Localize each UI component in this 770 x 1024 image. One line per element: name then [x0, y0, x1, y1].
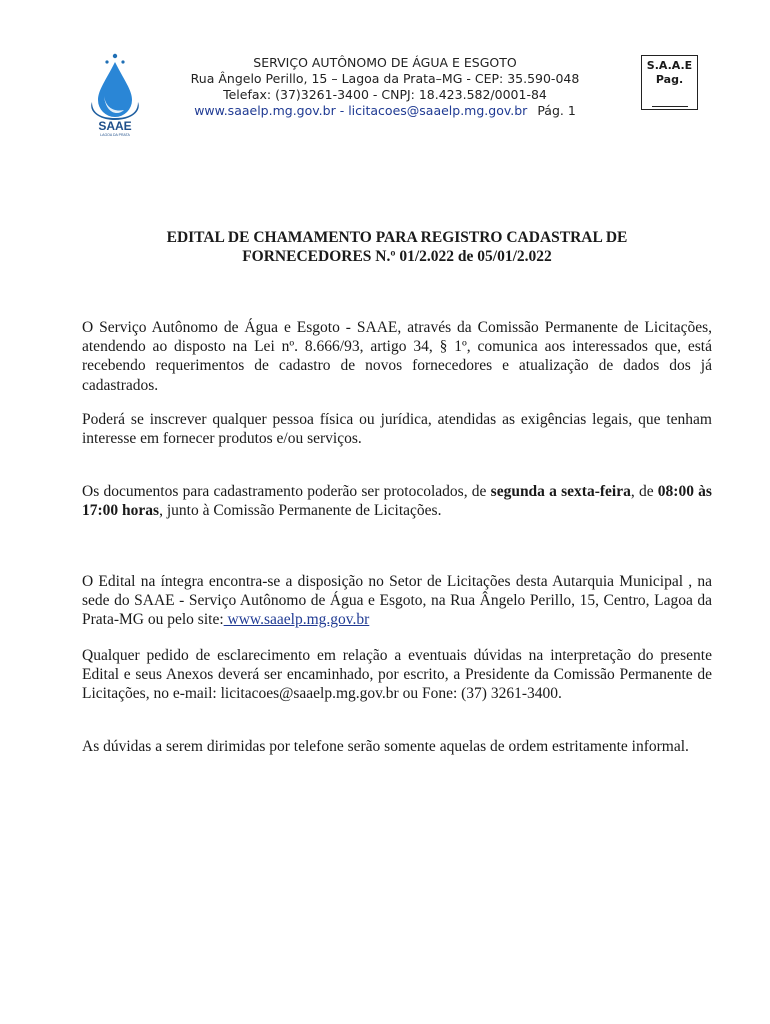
title-line2: FORNECEDORES N.º 01/2.022 de 05/01/2.022 [242, 248, 552, 265]
paragraph-schedule [82, 482, 712, 520]
website-link[interactable]: www.saaelp.mg.gov.br [194, 103, 336, 118]
schedule-hours: 08:00 às 17:00 horas [82, 483, 712, 520]
paragraph-eligibility: Poderá se inscrever qualquer pessoa física ou jurídica, atendidas as exigências legais, que tenham interesse em fornecer produtos e/ou serviços. [82, 411, 712, 448]
schedule-text-a: Os documentos para cadastramento poderão ser protocolados, de [82, 483, 491, 500]
availability-text: O Edital na íntegra encontra-se a disposição no Setor de Licitações desta Autarquia Municipal , na sede do SAAE - Serviço Autônomo de Água e Esgoto, na Rua Ângelo Perillo, 15, Centro, Lagoa da Prata-MG ou pelo site: [82, 573, 712, 629]
org-address: Rua Ângelo Perillo, 15 – Lagoa da Prata–MG - CEP: 35.590-048 [190, 71, 580, 86]
paragraph-availability [82, 572, 712, 630]
logo-text: SAAE [98, 119, 132, 133]
document-title [82, 228, 712, 266]
schedule-days: segunda a sexta-feira [490, 483, 631, 500]
water-drop-icon [84, 50, 148, 136]
email-link[interactable]: licitacoes@saaelp.mg.gov.br [348, 103, 528, 118]
logo-subtext: LAGOA DA PRATA [100, 133, 130, 136]
page-number: Pág. 1 [537, 103, 576, 118]
stamp-line2: Pag. [655, 73, 684, 86]
schedule-text-c: , de [630, 483, 658, 500]
schedule-text-e: , junto à Comissão Permanente de Licitações. [159, 502, 442, 520]
saae-logo [84, 50, 148, 136]
paragraph-clarification: Qualquer pedido de esclarecimento em relação a eventuais dúvidas na interpretação do presente Edital e seus Anexos deverá ser encaminhado, por escrito, a Presidente da Comissão Permanente de Licitações, no e-mail: licitacoes@saaelp.mg.gov.br ou Fone: (37) 3261-3400. [82, 647, 712, 703]
page-stamp-box [641, 55, 698, 110]
org-name: SERVIÇO AUTÔNOMO DE ÁGUA E ESGOTO [253, 55, 517, 70]
contact-separator: - [335, 103, 349, 118]
title-line1: EDITAL DE CHAMAMENTO PARA REGISTRO CADASTRAL DE [166, 229, 628, 246]
website-hyperlink[interactable]: www.saaelp.mg.gov.br [223, 611, 370, 629]
paragraph-intro: O Serviço Autônomo de Água e Esgoto - SAAE, através da Comissão Permanente de Licitações, atendendo ao disposto na Lei nº. 8.666/93, artigo 34, § 1º, comunica aos interessados que, está recebendo requerimentos de cadastro de novos fornecedores e atualização de dados dos já cadastrados. [82, 319, 712, 394]
paragraph-phone-doubts: As dúvidas a serem dirimidas por telefone serão somente aquelas de ordem estritamente informal. [82, 738, 689, 755]
contact-line [160, 103, 610, 119]
stamp-signature-line [652, 106, 688, 107]
letterhead [160, 55, 610, 119]
org-phone-cnpj: Telefax: (37)3261-3400 - CNPJ: 18.423.582/0001-84 [223, 87, 547, 102]
stamp-line1: S.A.A.E [646, 59, 693, 72]
